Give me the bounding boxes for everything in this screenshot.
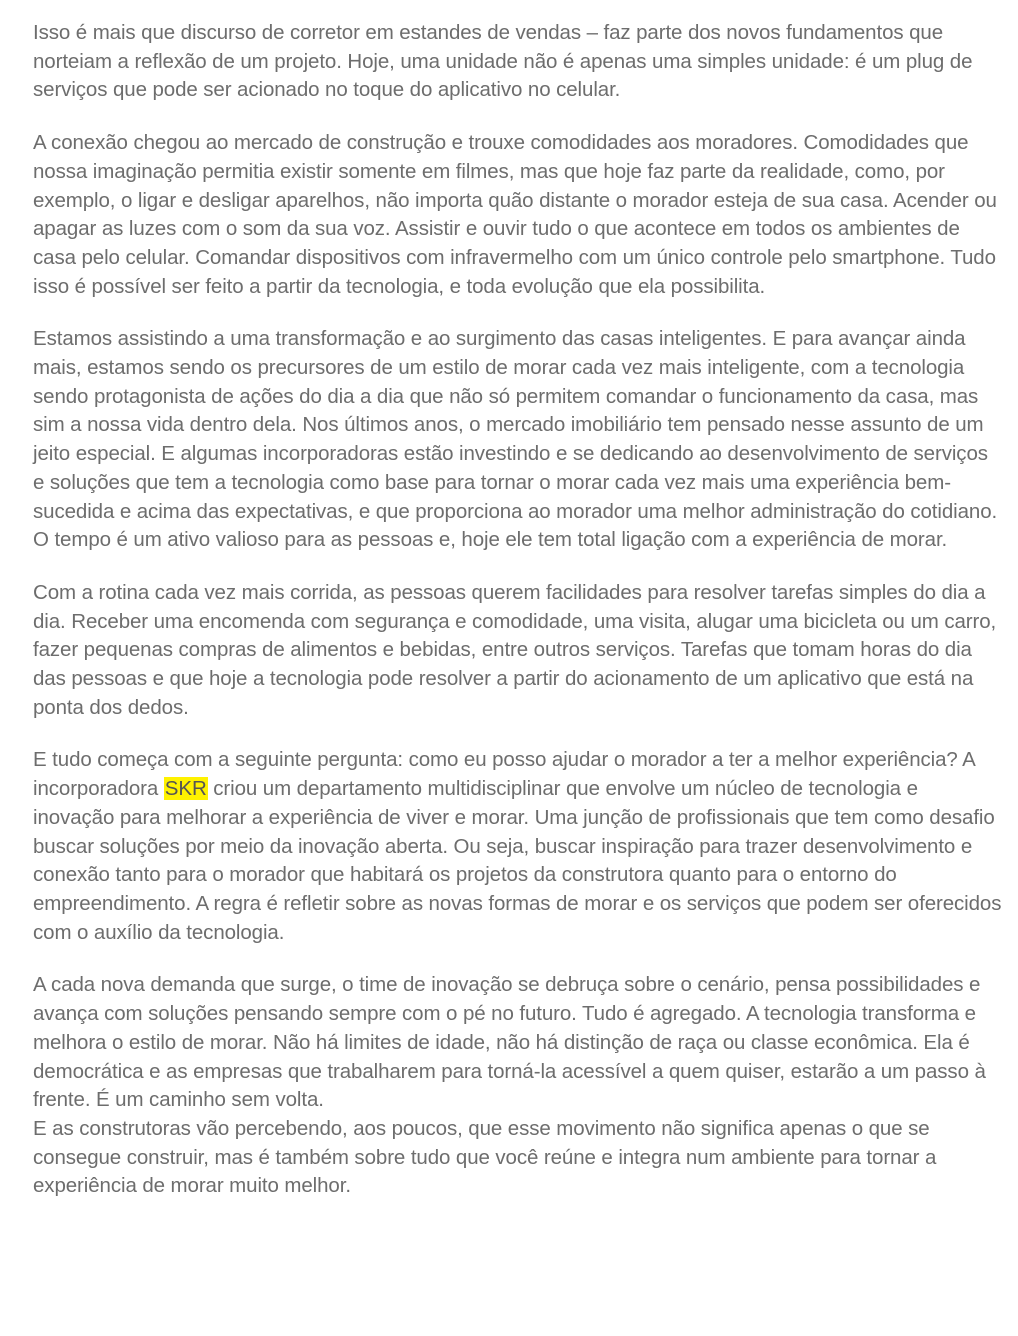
highlighted-company-name: SKR — [164, 777, 207, 801]
paragraph-5 — [33, 746, 1003, 947]
paragraph-3: Estamos assistindo a uma transformação e ao surgimento das casas inteligentes. E para avançar ainda mais, estamos sendo os precursores de um estilo de morar cada vez mais inteligente, com a tecnologia sendo protagonista de ações do dia a dia que não só permitem comandar o funcionamento da casa, mas sim a nossa vida dentro dela. Nos últimos anos, o mercado imobiliário tem pensado nesse assunto de um jeito especial. E algumas incorporadoras estão investindo e se dedicando ao desenvolvimento de serviços e soluções que tem a tecnologia como base para tornar o morar cada vez mais uma experiência bem-sucedida e acima das expectativas, e que proporciona ao morador uma melhor administração do cotidiano. O tempo é um ativo valioso para as pessoas e, hoje ele tem total ligação com a experiência de morar. — [33, 327, 998, 552]
paragraph-6: A cada nova demanda que surge, o time de inovação se debruça sobre o cenário, pensa possibilidades e avança com soluções pensando sempre com o pé no futuro. Tudo é agregado. A tecnologia transforma e melhora o estilo de morar. Não há limites de idade, não há distinção de raça ou classe econômica. Ela é democrática e as empresas que trabalharem para torná-la acessível a quem quiser, estarão a um passo à frente. É um caminho sem volta. — [33, 973, 986, 1112]
paragraph-4: Com a rotina cada vez mais corrida, as pessoas querem facilidades para resolver tarefas simples do dia a dia. Receber uma encomenda com segurança e comodidade, uma visita, alugar uma bicicleta ou um carro, fazer pequenas compras de alimentos e bebidas, entre outros serviços. Tarefas que tomam horas do dia das pessoas e que hoje a tecnologia pode resolver a partir do acionamento de um aplicativo que está na ponta dos dedos. — [33, 580, 997, 719]
paragraph-5-start: E tudo começa com a seguinte pergunta: como eu posso ajudar o morador a ter a melhor experiência? A incorporadora — [33, 748, 975, 801]
paragraph-1: Isso é mais que discurso de corretor em estandes de vendas – faz parte dos novos fundamentos que norteiam a reflexão de um projeto. Hoje, uma unidade não é apenas uma simples unidade: é um plug de serviços que pode ser acionado no toque do aplicativo no celular. — [33, 21, 973, 102]
paragraph-5-end: criou um departamento multidisciplinar que envolve um núcleo de tecnologia e inovação para melhorar a experiência de viver e morar. Uma junção de profissionais que tem como desafio buscar soluções por meio da inovação aberta. Ou seja, buscar inspiração para trazer desenvolvimento e conexão tanto para o morador que habitará os projetos da construtora quanto para o entorno do empreendimento. A regra é refletir sobre as novas formas de morar e os serviços que podem ser oferecidos com o auxílio da tecnologia. — [33, 777, 1002, 944]
paragraph-2: A conexão chegou ao mercado de construção e trouxe comodidades aos moradores. Comodidades que nossa imaginação permitia existir somente em filmes, mas que hoje faz parte da realidade, como, por exemplo, o ligar e desligar aparelhos, não importa quão distante o morador esteja de sua casa. Acender ou apagar as luzes com o som da sua voz. Assistir e ouvir tudo o que acontece em todos os ambientes de casa pelo celular. Comandar dispositivos com infravermelho com um único controle pelo smartphone. Tudo isso é possível ser feito a partir da tecnologia, e toda evolução que ela possibilita. — [33, 131, 997, 298]
article-body — [33, 19, 1003, 1201]
paragraph-7: E as construtoras vão percebendo, aos poucos, que esse movimento não significa apenas o que se consegue construir, mas é também sobre tudo que você reúne e integra num ambiente para tornar a experiência de morar muito melhor. — [33, 1116, 937, 1198]
